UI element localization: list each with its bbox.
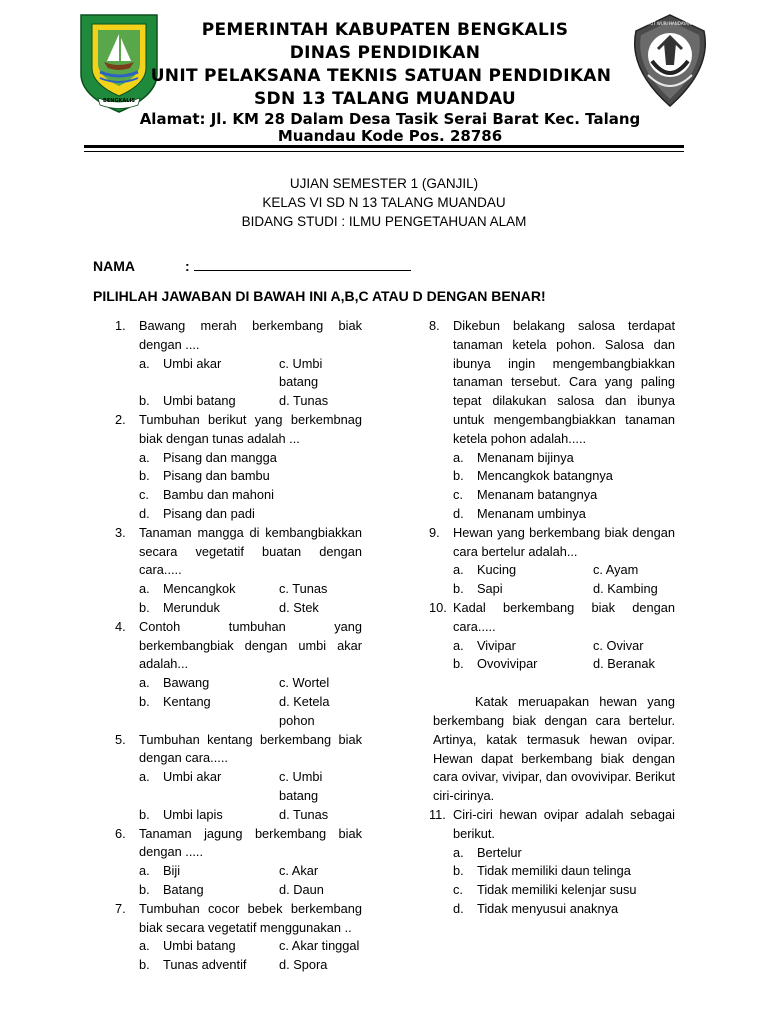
exam-class: KELAS VI SD N 13 TALANG MUANDAU (262, 195, 506, 210)
option-d[interactable]: d. Daun (279, 881, 324, 897)
option-a[interactable]: Umbi akar (163, 355, 222, 371)
option-letter: d. (453, 900, 464, 916)
question-text: Ciri-ciri hewan ovipar adalah sebagai berikut. (453, 806, 675, 841)
header-unit-text: UNIT PELAKSANA TEKNIS SATUAN PENDIDIKAN (150, 66, 612, 86)
option-letter: a. (453, 449, 464, 465)
option-row (115, 449, 362, 468)
option-d[interactable]: Pisang dan padi (163, 505, 255, 521)
options-row (115, 937, 362, 956)
tut-wuri-handayani-text: TUT WURI HANDAYANI (647, 21, 693, 26)
options-row (115, 580, 362, 599)
address-line-1: Alamat: Jl. KM 28 Dalam Desa Tasik Serai Barat Kec. Talang (139, 110, 641, 128)
reading-paragraph: Katak meruapakan hewan yang berkembang biak dengan cara bertelur. Artinya, katak termasuk hewan ovipar. Hewan dapat berkembang biak dengan cara ovivar, vivipar, dan ovovivipar. Berikut ciri-cirinya. (433, 694, 675, 804)
options-row (115, 806, 362, 825)
option-b[interactable]: Sapi (477, 581, 503, 597)
question-text: Dikebun belakang salosa terdapat tanaman ketela pohon. Salosa dan ibunya ingin mengembangbiakkan tanaman tersebut. Cara yang paling tepat dilakukan salosa dan ibunya untuk mengembangbiakkan tanaman ketela pohon adalah..... (453, 318, 675, 446)
option-a[interactable]: Umbi batang (163, 938, 236, 954)
question-number: 1. (115, 318, 126, 333)
option-letter: a. (453, 844, 464, 860)
name-field-row (93, 258, 411, 274)
name-blank-line[interactable] (194, 258, 411, 271)
option-d[interactable]: Menanam umbinya (477, 505, 586, 521)
option-d[interactable]: d. Ketela pohon (279, 693, 330, 728)
option-b[interactable]: Pisang dan bambu (163, 468, 270, 484)
question-text: Hewan yang berkembang biak dengan cara bertelur adalah... (453, 524, 675, 559)
question-8 (429, 317, 675, 449)
question-11 (429, 806, 675, 844)
option-b[interactable]: Tidak memiliki daun telinga (477, 863, 631, 879)
tut-wuri-handayani-logo (628, 13, 712, 108)
header-unit (148, 66, 622, 86)
header-school: SDN 13 TALANG MUANDAU (253, 89, 517, 109)
option-letter: a. (453, 562, 464, 578)
question-number: 4. (115, 618, 126, 634)
option-c[interactable]: c. Umbi batang (279, 769, 323, 803)
question-1 (115, 317, 362, 355)
question-number: 6. (115, 825, 126, 841)
option-letter: c. (453, 487, 463, 503)
option-a[interactable]: Vivipar (477, 637, 516, 653)
question-text: Tanaman jagung berkembang biak dengan ..... (139, 825, 362, 860)
option-letter: d. (139, 505, 150, 521)
option-row (115, 467, 362, 486)
option-d[interactable]: Tidak menyusui anaknya (477, 900, 619, 916)
options-row (115, 956, 362, 975)
options-row (429, 655, 675, 674)
question-7 (115, 900, 362, 938)
options-row (115, 599, 362, 618)
right-column (429, 317, 675, 919)
option-letter: b. (139, 393, 150, 409)
options-row (429, 580, 675, 599)
option-c[interactable]: Menanam batangnya (477, 487, 598, 503)
option-d[interactable]: d. Tunas (279, 806, 329, 822)
option-c[interactable]: Bambu dan mahoni (163, 487, 274, 503)
header-divider-thin (84, 151, 684, 152)
option-letter: a. (139, 863, 150, 879)
option-c[interactable]: c. Akar tinggal (279, 938, 360, 954)
option-letter: b. (139, 881, 150, 897)
question-number: 9. (429, 524, 440, 540)
option-b[interactable]: Kentang (163, 693, 211, 709)
question-number: 7. (115, 900, 126, 916)
option-row (429, 862, 675, 881)
option-letter: b. (453, 581, 464, 597)
question-number: 3. (115, 524, 126, 540)
question-number: 11. (429, 806, 446, 822)
option-a[interactable]: Mencangkok (163, 581, 236, 597)
option-letter: a. (139, 581, 150, 597)
options-row (115, 674, 362, 693)
instruction: PILIHLAH JAWABAN DI BAWAH INI A,B,C ATAU D DENGAN BENAR! (93, 288, 546, 304)
option-d[interactable]: d. Kambing (593, 581, 658, 597)
option-a[interactable]: Biji (163, 863, 181, 879)
option-letter: d. (453, 505, 464, 521)
option-a[interactable]: Kucing (477, 562, 517, 578)
question-text: Contoh tumbuhan yang berkembangbiak dengan umbi akar adalah... (139, 618, 362, 672)
question-6 (115, 825, 362, 863)
option-c[interactable]: c. Umbi batang (279, 355, 323, 390)
question-text: Kadal berkembang biak dengan cara..... (453, 599, 675, 634)
name-colon: : (185, 258, 190, 274)
left-column (115, 317, 362, 975)
options-row (115, 881, 362, 900)
question-3 (115, 524, 362, 580)
option-letter: a. (139, 675, 150, 691)
option-c[interactable]: c. Wortel (279, 675, 330, 691)
option-row (429, 844, 675, 863)
options-row (429, 561, 675, 580)
option-b[interactable]: Mencangkok batangnya (477, 468, 613, 484)
option-row (429, 505, 675, 524)
option-b[interactable]: Ovovivipar (477, 656, 538, 672)
option-c[interactable]: c. Ayam (593, 562, 639, 578)
address-line-2: Muandau Kode Pos. 28786 (277, 127, 503, 145)
option-letter: a. (139, 769, 150, 785)
exam-title: UJIAN SEMESTER 1 (GANJIL) (289, 176, 479, 191)
bengkalis-logo (78, 12, 160, 114)
option-letter: b. (453, 863, 464, 879)
question-text: Tumbuhan berikut yang berkembnag biak dengan tunas adalah ... (139, 411, 362, 446)
option-c[interactable]: Tidak memiliki kelenjar susu (477, 882, 637, 898)
question-2 (115, 411, 362, 449)
option-row (429, 486, 675, 505)
option-letter: a. (139, 449, 150, 465)
option-a[interactable]: Bawang (163, 675, 210, 691)
option-letter: c. (139, 487, 149, 503)
option-row (429, 900, 675, 919)
option-c[interactable]: c. Akar (279, 863, 319, 879)
header-divider-thick (84, 145, 684, 148)
option-a[interactable]: Bertelur (477, 844, 522, 860)
options-row (115, 862, 362, 881)
option-a[interactable]: Umbi akar (163, 769, 222, 785)
question-number: 10. (429, 599, 447, 615)
option-a[interactable]: Menanam bijinya (477, 449, 574, 465)
option-row (429, 881, 675, 900)
bengkalis-logo-text: BENGKALIS (103, 98, 135, 104)
option-a[interactable]: Pisang dan mangga (163, 449, 277, 465)
question-number: 8. (429, 318, 440, 333)
options-row (115, 693, 362, 731)
option-row (429, 467, 675, 486)
question-text: Tumbuhan cocor bebek berkembang biak secara vegetatif menggunakan .. (139, 900, 362, 935)
header-department: DINAS PENDIDIKAN (289, 43, 481, 63)
option-c[interactable]: c. Ovivar (593, 637, 644, 653)
option-d[interactable]: d. Stek (279, 599, 319, 615)
question-text: Tanaman mangga di kembangbiakkan secara vegetatif buatan dengan cara..... (139, 524, 362, 578)
option-letter: b. (139, 693, 150, 709)
option-letter: b. (139, 468, 150, 484)
option-letter: b. (139, 599, 150, 615)
option-d[interactable]: d. Tunas (279, 393, 329, 409)
option-b[interactable]: Umbi lapis (163, 806, 223, 822)
option-row (429, 449, 675, 468)
name-label: NAMA (93, 258, 135, 274)
question-5 (115, 731, 362, 769)
question-9 (429, 524, 675, 562)
option-letter: a. (139, 355, 150, 371)
option-b[interactable]: Merunduk (163, 599, 220, 615)
options-row (429, 637, 675, 656)
option-letter: c. (453, 882, 463, 898)
option-letter: b. (453, 656, 464, 672)
option-b[interactable]: Batang (163, 881, 204, 897)
option-letter: b. (139, 806, 150, 822)
option-b[interactable]: Tunas adventif (163, 957, 247, 973)
header-government: PEMERINTAH KABUPATEN BENGKALIS (201, 20, 569, 40)
option-letter: b. (453, 468, 464, 484)
question-text: Tumbuhan kentang berkembang biak dengan cara..... (139, 731, 362, 766)
option-d[interactable]: d. Beranak (593, 656, 655, 672)
question-number: 2. (115, 411, 126, 427)
question-number: 5. (115, 731, 126, 747)
option-row (115, 486, 362, 505)
option-letter: a. (139, 938, 150, 954)
option-c[interactable]: c. Tunas (279, 581, 328, 597)
option-letter: b. (139, 957, 150, 973)
exam-subject: BIDANG STUDI : ILMU PENGETAHUAN ALAM (241, 214, 527, 229)
option-letter: a. (453, 637, 464, 653)
question-10 (429, 599, 675, 637)
options-row (115, 768, 362, 806)
option-d[interactable]: d. Spora (279, 957, 328, 973)
option-b[interactable]: Umbi batang (163, 393, 236, 409)
spacer (429, 674, 675, 693)
options-row (115, 355, 362, 393)
question-text: Bawang merah berkembang biak dengan .... (139, 318, 362, 352)
options-row (115, 392, 362, 411)
question-4 (115, 618, 362, 674)
option-row (115, 505, 362, 524)
